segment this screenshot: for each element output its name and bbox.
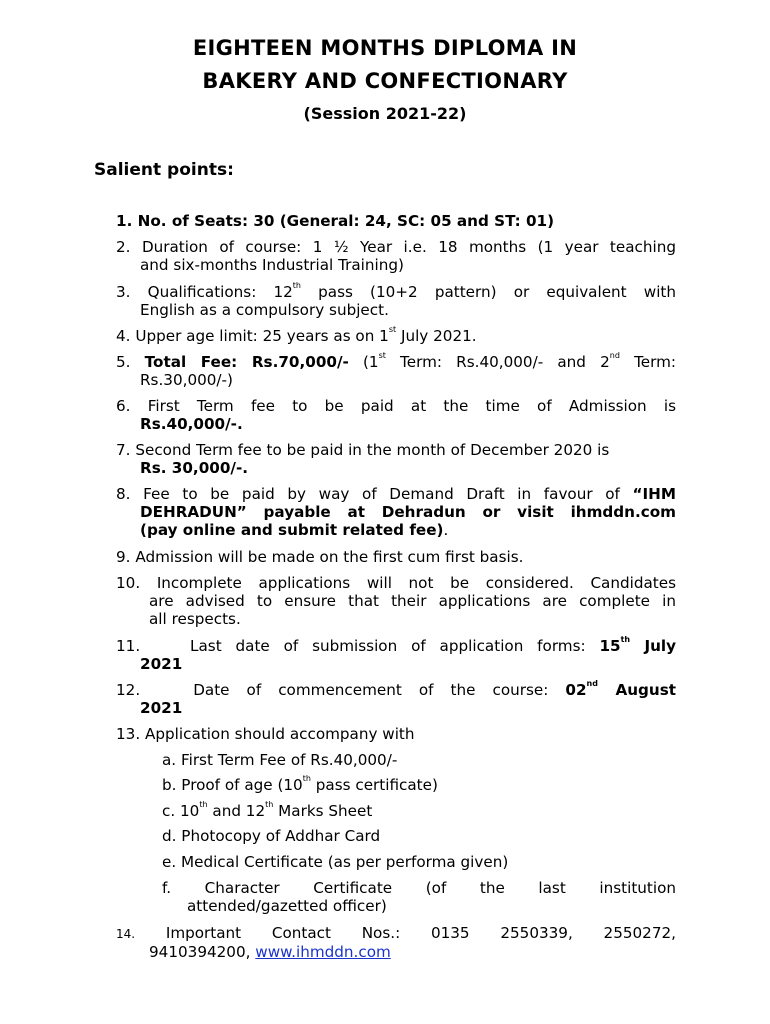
item-text-cont: and six-months Industrial Training) [140,256,404,274]
list-item-admission [116,548,676,566]
list-item-last-date [116,637,676,673]
superscript: th [620,635,631,644]
item-number: 10. [116,574,141,592]
item-number: 8. [116,485,131,503]
item-text: Qualifications: 12 [147,283,293,301]
item-text-cont: Rs.30,000/-) [140,371,233,389]
superscript: th [265,800,274,809]
item-number: 11. [116,637,141,655]
sub-letter: c. [162,802,176,820]
item-number: 13. [116,725,141,743]
sub-text: Medical Certificate (as per performa given) [181,853,509,871]
item-number: 12. [116,681,141,699]
sub-letter: e. [162,853,177,871]
sub-item-marks [162,802,676,820]
sub-letter: b. [162,776,177,794]
item-text: Incomplete applications will not be considered. Candidates [156,574,676,592]
item-text: Last date of submission of application forms: [190,637,600,655]
item-number: 7. [116,441,131,459]
item-text-bold: July [630,637,677,655]
doc-title-line1: EIGHTEEN MONTHS DIPLOMA IN [192,36,578,60]
salient-heading: Salient points: [94,160,234,180]
item-number: 2. [116,238,131,256]
item-text: Application should accompany with [144,725,415,743]
item-number: 6. [116,397,131,415]
item-text-cont: Rs. 30,000/-. [140,459,249,477]
item-number: 5. [116,353,131,371]
item-number: 14. [116,927,136,941]
sub-item-fee [162,751,676,769]
item-text-cont: 2021 [140,655,183,673]
item-text: Second Term fee to be paid in the month of December 2020 is [135,441,610,459]
item-text-cont: English as a compulsory subject. [140,301,389,319]
item-text: . [443,521,449,539]
superscript: st [378,351,386,360]
doc-title-line2: BAKERY AND CONFECTIONARY [202,69,568,93]
list-item-total-fee [116,353,676,389]
sub-text: Proof of age (10 [181,776,303,794]
item-text: (1 [348,353,379,371]
item-text: No. of Seats: 30 (General: 24, SC: 05 and ST: 01) [137,212,555,230]
list-item-qualifications [116,283,676,319]
list-item-seats [116,212,676,230]
item-text-bold: August [597,681,677,699]
sub-text: 10 [180,802,200,820]
item-text-cont: 2021 [140,699,183,717]
website-link[interactable]: www.ihmddn.com [255,943,391,961]
item-text-bold: (pay online and submit related fee) [140,521,444,539]
item-text-bold: 02 [565,681,587,699]
session-label: (Session 2021-22) [303,104,467,123]
item-text: Term: [619,353,676,371]
item-text: July 2021. [396,327,477,345]
list-item-commencement [116,681,676,717]
item-text: Date of commencement of the course: [193,681,566,699]
sub-text: Photocopy of Addhar Card [181,827,381,845]
list-item-age-limit [116,327,676,345]
sub-text: Character Certificate (of the last institution [204,879,676,897]
sub-text: Marks Sheet [273,802,373,820]
list-item-incomplete [116,574,676,628]
item-text-bold: “IHM [632,485,676,503]
superscript: th [292,281,301,290]
item-text-cont: Rs.40,000/-. [140,415,243,433]
item-text-cont: DEHRADUN” payable at Dehradun or visit ihmddn.com [140,503,676,521]
sub-item-character [162,879,676,915]
sub-item-medical [162,853,676,871]
item-text-bold: Total Fee: Rs.70,000/- [144,353,349,371]
item-text: Fee to be paid by way of Demand Draft in favour of [143,485,633,503]
sub-text: First Term Fee of Rs.40,000/- [180,751,398,769]
superscript: nd [586,679,598,688]
list-item-application [116,725,676,743]
sub-item-aadhar [162,827,676,845]
item-text: Term: Rs.40,000/- and 2 [385,353,610,371]
item-text-bold: 15 [599,637,621,655]
sub-letter: a. [162,751,177,769]
item-number: 3. [116,283,131,301]
superscript: th [302,774,311,783]
superscript: nd [609,351,620,360]
sub-letter: d. [162,827,177,845]
item-text: Important Contact Nos.: 0135 2550339, 2550272, [165,924,677,942]
item-text-cont: are advised to ensure that their applications are complete in [149,592,676,610]
item-text: 9410394200, [149,943,256,961]
item-number: 4. [116,327,131,345]
sub-item-age-proof [162,776,676,794]
sub-text: pass certificate) [310,776,438,794]
list-item-first-term [116,397,676,433]
list-item-contact [116,924,676,961]
list-item-duration [116,238,676,274]
item-number: 9. [116,548,131,566]
item-text: Admission will be made on the first cum first basis. [135,548,524,566]
item-text: pass (10+2 pattern) or equivalent with [301,283,676,301]
sub-text-cont: attended/gazetted officer) [187,897,387,915]
item-text: Upper age limit: 25 years as on 1 [135,327,389,345]
sub-letter: f. [162,879,172,897]
list-item-payment [116,485,676,539]
item-text: First Term fee to be paid at the time of Admission is [147,397,677,415]
superscript: th [199,800,208,809]
sub-text: and 12 [207,802,266,820]
superscript: st [388,325,397,334]
item-text-cont: all respects. [149,610,241,628]
item-number: 1. [116,212,133,230]
list-item-second-term [116,441,676,477]
item-text: Duration of course: 1 ½ Year i.e. 18 months (1 year teaching [141,238,676,256]
